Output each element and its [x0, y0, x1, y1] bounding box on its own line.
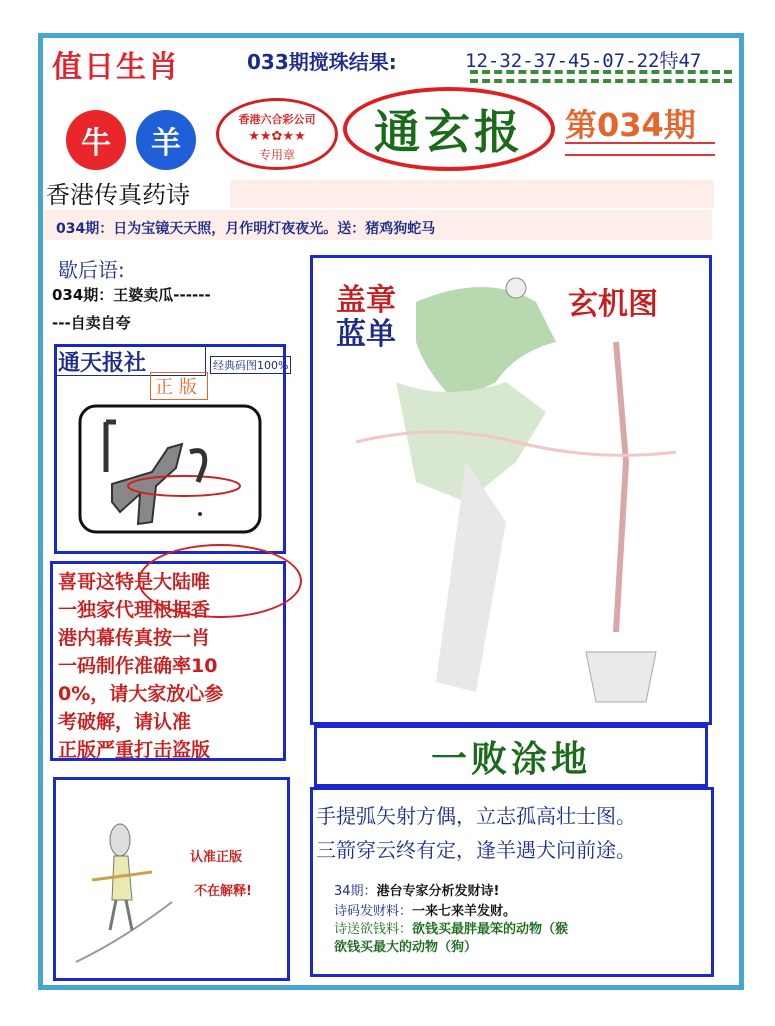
tip-label: 诗码发财料：: [334, 904, 413, 919]
company-seal: [216, 98, 338, 170]
lose-phrase-box: [314, 725, 708, 787]
verse-line: 手提弧矢射方偶，立志孤高壮士图。: [316, 804, 636, 828]
subtitle: 香港传真药诗: [46, 181, 190, 209]
cartoon-line-2: 不在解释!: [194, 884, 252, 899]
promo-line: 港内幕传真按一肖: [58, 627, 211, 649]
issue-underline-3: [565, 154, 715, 156]
tip-text: 一来七来羊发财。: [412, 904, 517, 919]
lose-phrase: 一败涂地: [430, 737, 591, 780]
issue-number: 第034期: [565, 106, 696, 144]
promo-line: 考破解，请认准: [58, 711, 192, 733]
title-oval: [343, 87, 555, 171]
rebus-image: [72, 402, 266, 540]
tongtian-stamp: 经典码图100%: [210, 356, 291, 374]
tip-text: 欲钱买最大的动物（狗）: [334, 940, 478, 955]
tongtian-title: 通天报社: [58, 350, 147, 376]
zodiac-ox-badge: 牛: [66, 110, 126, 170]
tip-line: [334, 880, 499, 899]
tip-text: 欲钱买最胖最笨的动物（猴: [412, 922, 569, 937]
red-stamp: [138, 544, 302, 618]
seal-top-text: 香港六合彩公司: [238, 113, 316, 126]
tip-label: 诗送欲钱料：: [334, 922, 413, 937]
subtitle-band: [230, 180, 714, 208]
cartoon-line-1: 认准正版: [190, 850, 243, 865]
sayings-label: 歇后语:: [58, 258, 125, 282]
seal-stars: ★★✿★★: [248, 129, 306, 144]
result-underline: [470, 70, 732, 74]
promo-line: 一独家代理根据香: [58, 599, 211, 621]
tip-line: [334, 900, 516, 919]
tip-text: 港台专家分析发财诗!: [376, 884, 500, 899]
tip-label: 34期：: [334, 884, 377, 899]
result-underline-2: [470, 79, 732, 83]
promo-line: 一码制作准确率10: [58, 655, 218, 677]
mystery-title: 玄机图: [568, 287, 658, 322]
promo-line: 0%，请大家放心参: [58, 683, 224, 705]
stamp-label: 盖章: [336, 283, 396, 318]
seal-bottom-text: 专用章: [258, 148, 295, 162]
saying-line-2: ---自卖自夸: [52, 314, 131, 332]
promo-line: 正版严重打击盗版: [58, 739, 211, 761]
genuine-label: 正版: [150, 372, 208, 400]
tip-line: [334, 918, 568, 937]
draw-result-value: 12-32-37-45-07-22特47: [465, 50, 702, 72]
newspaper-title: 通玄报: [374, 105, 524, 159]
tip-line: [334, 936, 477, 955]
draw-result-label: 033期搅珠结果:: [247, 50, 397, 74]
saying-line-1: 034期：王婆卖瓜------: [52, 286, 211, 304]
daily-zodiac-label: 值日生肖: [52, 50, 180, 85]
fax-poem: 034期：日为宝镜天天照，月作明灯夜夜光。送：猪鸡狗蛇马: [56, 221, 436, 237]
cartoon-figure: [72, 820, 182, 970]
zodiac-goat-badge: 羊: [136, 110, 196, 170]
promo-line: 喜哥这特是大陆唯: [58, 571, 211, 593]
verse-line: 三箭穿云终有定，逢羊遇犬问前途。: [316, 838, 636, 862]
blue-sheet-label: 蓝单: [336, 317, 396, 352]
